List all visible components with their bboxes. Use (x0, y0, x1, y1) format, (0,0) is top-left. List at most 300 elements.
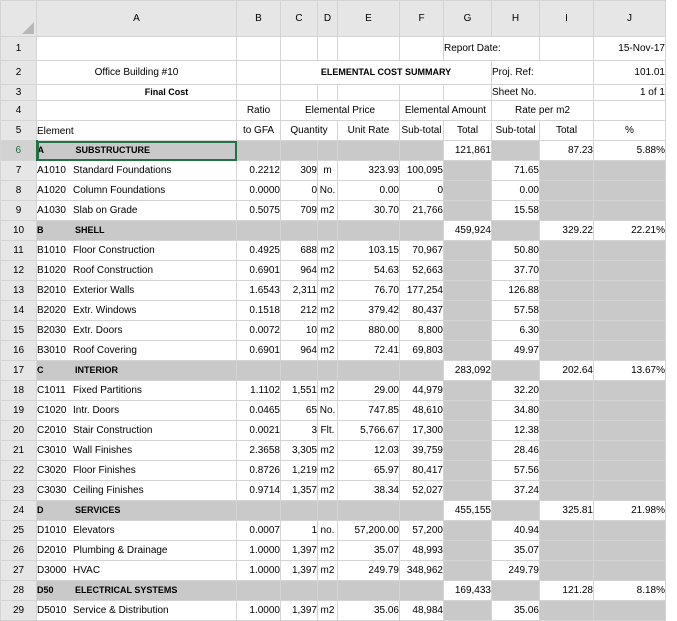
rate-subtotal-cell[interactable]: 32.20 (492, 381, 540, 401)
quantity-cell[interactable]: 964 (281, 341, 318, 361)
cell[interactable] (400, 221, 444, 241)
cell[interactable] (318, 501, 338, 521)
unit-rate-cell[interactable]: 5,766.67 (338, 421, 400, 441)
subtotal-cell[interactable]: 52,027 (400, 481, 444, 501)
group-rate-total[interactable]: 121.28 (540, 581, 594, 601)
ratio-cell[interactable]: 0.1518 (237, 301, 281, 321)
cell[interactable] (540, 461, 594, 481)
cell[interactable] (594, 561, 666, 581)
col-header-i[interactable]: I (540, 1, 594, 37)
rate-subtotal-cell[interactable]: 40.94 (492, 521, 540, 541)
row-header[interactable]: 16 (1, 341, 37, 361)
ratio-cell[interactable]: 1.6543 (237, 281, 281, 301)
group-rate-total[interactable]: 202.64 (540, 361, 594, 381)
row-header[interactable]: 19 (1, 401, 37, 421)
rate-subtotal-cell[interactable]: 12.38 (492, 421, 540, 441)
cell[interactable] (492, 141, 540, 161)
subtotal-cell[interactable]: 39,759 (400, 441, 444, 461)
element-name[interactable] (37, 461, 237, 481)
col-header-h[interactable]: H (492, 1, 540, 37)
group-total[interactable]: 459,924 (444, 221, 492, 241)
unit-rate-cell[interactable]: 103.15 (338, 241, 400, 261)
ratio-cell[interactable]: 2.3658 (237, 441, 281, 461)
row-header[interactable]: 4 (1, 101, 37, 121)
group-percent[interactable]: 5.88% (594, 141, 666, 161)
group-label[interactable] (37, 581, 237, 601)
elemental-amount-header[interactable]: Elemental Amount (400, 101, 492, 121)
rate-subtotal-cell[interactable]: 57.56 (492, 461, 540, 481)
quantity-cell[interactable]: 1,357 (281, 481, 318, 501)
cell[interactable] (400, 581, 444, 601)
subtotal-cell[interactable]: 100,095 (400, 161, 444, 181)
cell[interactable] (444, 261, 492, 281)
cell[interactable] (594, 461, 666, 481)
row-header[interactable]: 7 (1, 161, 37, 181)
rate-subtotal-cell[interactable]: 37.70 (492, 261, 540, 281)
rate-subtotal-cell[interactable]: 50.80 (492, 241, 540, 261)
cell[interactable] (281, 141, 318, 161)
cell[interactable] (540, 201, 594, 221)
quantity-cell[interactable]: 3,305 (281, 441, 318, 461)
cell[interactable] (444, 321, 492, 341)
col-header-a[interactable]: A (37, 1, 237, 37)
element-name[interactable] (37, 321, 237, 341)
cell[interactable] (594, 241, 666, 261)
cell[interactable] (338, 221, 400, 241)
cell[interactable] (281, 501, 318, 521)
unit-rate-cell[interactable]: 880.00 (338, 321, 400, 341)
unit-rate-cell[interactable]: 57,200.00 (338, 521, 400, 541)
unit-rate-cell[interactable]: 0.00 (338, 181, 400, 201)
unit-cell[interactable]: No. (318, 401, 338, 421)
col-header-d[interactable]: D (318, 1, 338, 37)
row-header[interactable]: 23 (1, 481, 37, 501)
cell[interactable] (594, 201, 666, 221)
cell[interactable] (540, 261, 594, 281)
element-name[interactable] (37, 181, 237, 201)
project-title[interactable]: Office Building #10 (37, 61, 237, 85)
cell[interactable] (492, 361, 540, 381)
rate-subtotal-cell[interactable]: 15.58 (492, 201, 540, 221)
group-percent[interactable]: 8.18% (594, 581, 666, 601)
unit-cell[interactable]: m2 (318, 201, 338, 221)
cell[interactable] (540, 421, 594, 441)
unit-cell[interactable]: m2 (318, 301, 338, 321)
subtotal-header[interactable]: Sub-total (400, 121, 444, 141)
group-label[interactable] (37, 361, 237, 381)
to-gfa-header[interactable]: to GFA (237, 121, 281, 141)
row-header[interactable]: 17 (1, 361, 37, 381)
cell[interactable] (540, 441, 594, 461)
cell[interactable] (338, 85, 400, 101)
cell[interactable] (37, 37, 237, 61)
cell[interactable] (237, 37, 281, 61)
unit-cell[interactable]: m2 (318, 601, 338, 621)
col-header-j[interactable]: J (594, 1, 666, 37)
quantity-header[interactable]: Quantity (281, 121, 338, 141)
unit-cell[interactable]: m2 (318, 481, 338, 501)
quantity-cell[interactable]: 1,397 (281, 601, 318, 621)
cell[interactable] (594, 481, 666, 501)
unit-cell[interactable]: m2 (318, 281, 338, 301)
element-header[interactable]: Element (37, 121, 237, 141)
unit-rate-cell[interactable]: 747.85 (338, 401, 400, 421)
quantity-cell[interactable]: 1,397 (281, 561, 318, 581)
cell[interactable] (444, 441, 492, 461)
element-name[interactable] (37, 261, 237, 281)
unit-rate-cell[interactable]: 38.34 (338, 481, 400, 501)
row-header[interactable]: 27 (1, 561, 37, 581)
row-header[interactable]: 29 (1, 601, 37, 621)
cell[interactable] (594, 301, 666, 321)
row-header[interactable]: 6 (1, 141, 37, 161)
ratio-header[interactable]: Ratio (237, 101, 281, 121)
cell[interactable] (444, 85, 492, 101)
summary-title[interactable]: ELEMENTAL COST SUMMARY (281, 61, 492, 85)
unit-cell[interactable]: m2 (318, 241, 338, 261)
cell[interactable] (594, 261, 666, 281)
col-header-f[interactable]: F (400, 1, 444, 37)
group-total[interactable]: 121,861 (444, 141, 492, 161)
cell[interactable] (594, 161, 666, 181)
cell[interactable] (540, 381, 594, 401)
cell[interactable] (540, 321, 594, 341)
cell[interactable] (540, 521, 594, 541)
row-header[interactable]: 22 (1, 461, 37, 481)
rate-subtotal-cell[interactable]: 35.06 (492, 601, 540, 621)
cell[interactable] (400, 141, 444, 161)
col-header-e[interactable]: E (338, 1, 400, 37)
unit-cell[interactable]: m2 (318, 261, 338, 281)
rate-subtotal-cell[interactable]: 57.58 (492, 301, 540, 321)
row-header[interactable]: 3 (1, 85, 37, 101)
rate-per-m2-header[interactable]: Rate per m2 (492, 101, 594, 121)
element-name[interactable] (37, 301, 237, 321)
group-rate-total[interactable]: 329.22 (540, 221, 594, 241)
subtotal-cell[interactable]: 21,766 (400, 201, 444, 221)
row-header[interactable]: 20 (1, 421, 37, 441)
cell[interactable] (400, 85, 444, 101)
cell[interactable] (444, 401, 492, 421)
unit-rate-cell[interactable]: 65.97 (338, 461, 400, 481)
element-name[interactable] (37, 401, 237, 421)
cell[interactable] (444, 281, 492, 301)
unit-cell[interactable]: m2 (318, 381, 338, 401)
rate-subtotal-cell[interactable]: 71.65 (492, 161, 540, 181)
unit-cell[interactable]: Flt. (318, 421, 338, 441)
cell[interactable] (444, 421, 492, 441)
quantity-cell[interactable]: 3 (281, 421, 318, 441)
row-header[interactable]: 14 (1, 301, 37, 321)
cell[interactable] (444, 341, 492, 361)
unit-rate-cell[interactable]: 54.63 (338, 261, 400, 281)
cell[interactable] (594, 601, 666, 621)
col-header-c[interactable]: C (281, 1, 318, 37)
cell[interactable] (444, 161, 492, 181)
rate-subtotal-cell[interactable]: 34.80 (492, 401, 540, 421)
cell[interactable] (281, 37, 318, 61)
unit-rate-cell[interactable]: 76.70 (338, 281, 400, 301)
proj-ref-label[interactable]: Proj. Ref: (492, 61, 594, 85)
cell[interactable] (338, 361, 400, 381)
group-total[interactable]: 455,155 (444, 501, 492, 521)
row-header[interactable]: 9 (1, 201, 37, 221)
cell[interactable] (594, 541, 666, 561)
rate-subtotal-cell[interactable]: 37.24 (492, 481, 540, 501)
unit-rate-cell[interactable]: 379.42 (338, 301, 400, 321)
subtotal-cell[interactable]: 177,254 (400, 281, 444, 301)
cell[interactable] (594, 281, 666, 301)
unit-rate-cell[interactable]: 35.06 (338, 601, 400, 621)
cell[interactable] (237, 85, 281, 101)
subtotal-cell[interactable]: 48,610 (400, 401, 444, 421)
cell[interactable] (318, 37, 338, 61)
group-percent[interactable]: 21.98% (594, 501, 666, 521)
element-name[interactable] (37, 161, 237, 181)
row-header[interactable]: 15 (1, 321, 37, 341)
rate-subtotal-cell[interactable]: 126.88 (492, 281, 540, 301)
ratio-cell[interactable]: 0.6901 (237, 261, 281, 281)
quantity-cell[interactable]: 0 (281, 181, 318, 201)
cell[interactable] (444, 601, 492, 621)
ratio-cell[interactable]: 0.0021 (237, 421, 281, 441)
cell[interactable] (594, 321, 666, 341)
element-name[interactable] (37, 561, 237, 581)
subtotal-cell[interactable]: 48,984 (400, 601, 444, 621)
cell[interactable] (318, 141, 338, 161)
cell[interactable] (540, 281, 594, 301)
quantity-cell[interactable]: 2,311 (281, 281, 318, 301)
unit-cell[interactable]: m2 (318, 541, 338, 561)
group-total[interactable]: 169,433 (444, 581, 492, 601)
cell[interactable] (338, 501, 400, 521)
cell[interactable] (444, 541, 492, 561)
unit-cell[interactable]: m2 (318, 441, 338, 461)
element-name[interactable] (37, 521, 237, 541)
ratio-cell[interactable]: 0.5075 (237, 201, 281, 221)
row-header[interactable]: 12 (1, 261, 37, 281)
unit-cell[interactable]: No. (318, 181, 338, 201)
quantity-cell[interactable]: 309 (281, 161, 318, 181)
cell[interactable] (444, 181, 492, 201)
cell[interactable] (237, 61, 281, 85)
cell[interactable] (594, 381, 666, 401)
row-header[interactable]: 18 (1, 381, 37, 401)
cell[interactable] (318, 361, 338, 381)
col-header-b[interactable]: B (237, 1, 281, 37)
cell[interactable] (540, 37, 594, 61)
unit-rate-cell[interactable]: 35.07 (338, 541, 400, 561)
cell[interactable] (540, 601, 594, 621)
unit-cell[interactable]: m (318, 161, 338, 181)
subtotal-cell[interactable]: 44,979 (400, 381, 444, 401)
cell[interactable] (281, 221, 318, 241)
ratio-cell[interactable]: 0.8726 (237, 461, 281, 481)
subtotal-cell[interactable]: 52,663 (400, 261, 444, 281)
elemental-price-header[interactable]: Elemental Price (281, 101, 400, 121)
ratio-cell[interactable]: 0.2212 (237, 161, 281, 181)
cell[interactable] (281, 85, 318, 101)
subtotal-cell[interactable]: 48,993 (400, 541, 444, 561)
cell[interactable] (540, 301, 594, 321)
ratio-cell[interactable]: 0.6901 (237, 341, 281, 361)
group-percent[interactable]: 13.67% (594, 361, 666, 381)
cell[interactable] (540, 341, 594, 361)
cell[interactable] (237, 581, 281, 601)
subtotal-cell[interactable]: 17,300 (400, 421, 444, 441)
cell[interactable] (492, 581, 540, 601)
ratio-cell[interactable]: 1.0000 (237, 561, 281, 581)
cell[interactable] (540, 181, 594, 201)
unit-rate-cell[interactable]: 249.79 (338, 561, 400, 581)
quantity-cell[interactable]: 212 (281, 301, 318, 321)
rate-total-header[interactable]: Total (540, 121, 594, 141)
cell[interactable] (540, 241, 594, 261)
element-name[interactable] (37, 241, 237, 261)
subtotal-cell[interactable]: 80,417 (400, 461, 444, 481)
quantity-cell[interactable]: 1,219 (281, 461, 318, 481)
ratio-cell[interactable]: 0.0465 (237, 401, 281, 421)
group-total[interactable]: 283,092 (444, 361, 492, 381)
cell[interactable] (540, 401, 594, 421)
group-label[interactable] (37, 221, 237, 241)
cell[interactable] (594, 181, 666, 201)
cell[interactable] (338, 141, 400, 161)
rate-subtotal-cell[interactable]: 249.79 (492, 561, 540, 581)
subtotal-cell[interactable]: 57,200 (400, 521, 444, 541)
subtotal-cell[interactable]: 70,967 (400, 241, 444, 261)
proj-ref-value[interactable]: 101.01 (594, 61, 666, 85)
cell[interactable] (594, 341, 666, 361)
unit-rate-header[interactable]: Unit Rate (338, 121, 400, 141)
cell[interactable] (492, 501, 540, 521)
subtotal-cell[interactable]: 348,962 (400, 561, 444, 581)
row-header[interactable]: 13 (1, 281, 37, 301)
cell[interactable] (540, 161, 594, 181)
rate-subtotal-cell[interactable]: 0.00 (492, 181, 540, 201)
unit-cell[interactable]: no. (318, 521, 338, 541)
unit-cell[interactable]: m2 (318, 561, 338, 581)
cell[interactable] (444, 381, 492, 401)
ratio-cell[interactable]: 0.0007 (237, 521, 281, 541)
col-header-g[interactable]: G (444, 1, 492, 37)
cell[interactable] (37, 101, 237, 121)
rate-subtotal-cell[interactable]: 6.30 (492, 321, 540, 341)
row-header[interactable]: 25 (1, 521, 37, 541)
ratio-cell[interactable]: 0.0000 (237, 181, 281, 201)
cell[interactable] (594, 101, 666, 121)
cell[interactable] (400, 37, 444, 61)
cell[interactable] (540, 561, 594, 581)
cell[interactable] (237, 361, 281, 381)
cell[interactable] (492, 221, 540, 241)
ratio-cell[interactable]: 1.0000 (237, 601, 281, 621)
row-header[interactable]: 21 (1, 441, 37, 461)
rate-subtotal-cell[interactable]: 49.97 (492, 341, 540, 361)
quantity-cell[interactable]: 65 (281, 401, 318, 421)
percent-header[interactable]: % (594, 121, 666, 141)
unit-rate-cell[interactable]: 30.70 (338, 201, 400, 221)
cell[interactable] (237, 221, 281, 241)
row-header[interactable]: 2 (1, 61, 37, 85)
element-name[interactable] (37, 341, 237, 361)
quantity-cell[interactable]: 709 (281, 201, 318, 221)
sheet-no-label[interactable]: Sheet No. (492, 85, 594, 101)
row-header[interactable]: 24 (1, 501, 37, 521)
quantity-cell[interactable]: 1 (281, 521, 318, 541)
element-name[interactable] (37, 201, 237, 221)
subtotal-cell[interactable]: 69,803 (400, 341, 444, 361)
element-name[interactable] (37, 421, 237, 441)
cell[interactable] (444, 521, 492, 541)
element-name[interactable] (37, 281, 237, 301)
ratio-cell[interactable]: 0.9714 (237, 481, 281, 501)
cell[interactable] (400, 501, 444, 521)
group-percent[interactable]: 22.21% (594, 221, 666, 241)
unit-cell[interactable]: m2 (318, 461, 338, 481)
cell[interactable] (281, 361, 318, 381)
cell[interactable] (594, 421, 666, 441)
unit-rate-cell[interactable]: 72.41 (338, 341, 400, 361)
ratio-cell[interactable]: 0.4925 (237, 241, 281, 261)
quantity-cell[interactable]: 1,397 (281, 541, 318, 561)
select-all-button[interactable] (1, 1, 37, 37)
final-cost-label[interactable]: Final Cost (37, 85, 237, 101)
row-header[interactable]: 8 (1, 181, 37, 201)
cell[interactable] (444, 461, 492, 481)
group-label[interactable] (37, 141, 237, 161)
subtotal-cell[interactable]: 8,800 (400, 321, 444, 341)
row-header[interactable]: 11 (1, 241, 37, 261)
cell[interactable] (594, 521, 666, 541)
group-label[interactable] (37, 501, 237, 521)
row-header[interactable]: 1 (1, 37, 37, 61)
cell[interactable] (237, 501, 281, 521)
quantity-cell[interactable]: 688 (281, 241, 318, 261)
unit-rate-cell[interactable]: 323.93 (338, 161, 400, 181)
unit-cell[interactable]: m2 (318, 321, 338, 341)
cell[interactable] (540, 481, 594, 501)
cell[interactable] (444, 561, 492, 581)
cell[interactable] (281, 581, 318, 601)
sheet-no-value[interactable]: 1 of 1 (594, 85, 666, 101)
quantity-cell[interactable]: 964 (281, 261, 318, 281)
cell[interactable] (400, 361, 444, 381)
element-name[interactable] (37, 441, 237, 461)
subtotal-cell[interactable]: 0 (400, 181, 444, 201)
cell[interactable] (318, 85, 338, 101)
ratio-cell[interactable]: 0.0072 (237, 321, 281, 341)
row-header[interactable]: 10 (1, 221, 37, 241)
element-name[interactable] (37, 381, 237, 401)
group-rate-total[interactable]: 325.81 (540, 501, 594, 521)
element-name[interactable] (37, 601, 237, 621)
unit-cell[interactable]: m2 (318, 341, 338, 361)
element-name[interactable] (37, 541, 237, 561)
cell[interactable] (444, 481, 492, 501)
report-date-label[interactable]: Report Date: (444, 37, 540, 61)
total-header[interactable]: Total (444, 121, 492, 141)
unit-rate-cell[interactable]: 29.00 (338, 381, 400, 401)
cell[interactable] (444, 241, 492, 261)
row-header[interactable]: 28 (1, 581, 37, 601)
cell[interactable] (444, 201, 492, 221)
cell[interactable] (318, 221, 338, 241)
quantity-cell[interactable]: 10 (281, 321, 318, 341)
cell[interactable] (594, 401, 666, 421)
cell[interactable] (444, 301, 492, 321)
group-rate-total[interactable]: 87.23 (540, 141, 594, 161)
